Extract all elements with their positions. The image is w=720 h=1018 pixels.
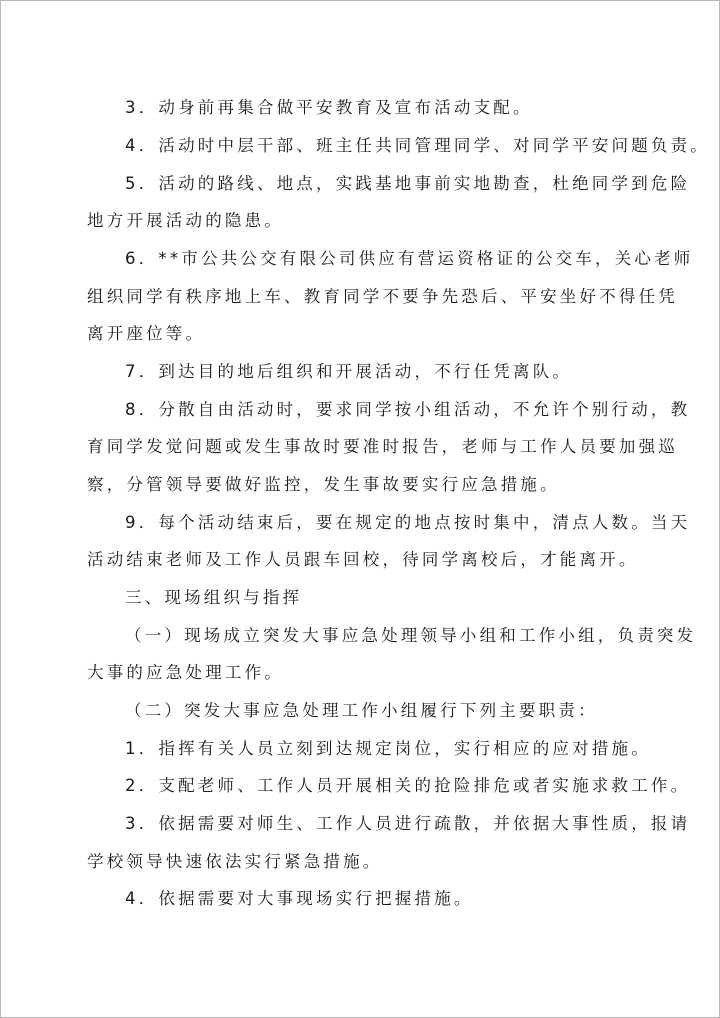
text-line: 学校领导快速依法实行紧急措施。 xyxy=(87,852,383,871)
text-line: 8．分散自由活动时，要求同学按小组活动，不允许个别行动，教 xyxy=(125,400,691,419)
text-line: （一）现场成立突发大事应急处理领导小组和工作小组，负责突发 xyxy=(125,626,697,645)
text-line: 3．动身前再集合做平安教育及宣布活动支配。 xyxy=(125,98,533,117)
text-line: 育同学发觉问题或发生事故时要准时报告，老师与工作人员要加强巡 xyxy=(87,437,678,456)
text-line: 6．**市公共公交有限公司供应有营运资格证的公交车，关心老师 xyxy=(125,249,694,268)
text-line: 7．到达目的地后组织和开展活动，不行任凭离队。 xyxy=(125,362,573,381)
text-line: 4．活动时中层干部、班主任共同管理同学、对同学平安问题负责。 xyxy=(125,136,710,155)
text-line: 1．指挥有关人员立刻到达规定岗位，实行相应的应对措施。 xyxy=(125,739,651,758)
text-line: 活动结束老师及工作人员跟车回校，待同学离校后，才能离开。 xyxy=(87,550,639,569)
text-line: （二）突发大事应急处理工作小组履行下列主要职责： xyxy=(125,701,598,720)
text-line: 大事的应急处理工作。 xyxy=(87,663,284,682)
text-line: 察，分管领导要做好监控，发生事故要实行应急措施。 xyxy=(87,475,560,494)
text-line: 5．活动的路线、地点，实践基地事前实地勘查，杜绝同学到危险 xyxy=(125,174,691,193)
text-line: 3．依据需要对师生、工作人员进行疏散，并依据大事性质，报请 xyxy=(125,814,691,833)
text-line: 2．支配老师、工作人员开展相关的抢险排危或者实施求救工作。 xyxy=(125,776,691,795)
text-line: 4．依据需要对大事现场实行把握措施。 xyxy=(125,889,474,908)
text-line: 组织同学有秩序地上车、教育同学不要争先恐后、平安坐好不得任凭 xyxy=(87,287,678,306)
section-heading: 三、现场组织与指挥 xyxy=(125,588,303,607)
text-line: 离开座位等。 xyxy=(87,324,206,343)
text-line: 9．每个活动结束后，要在规定的地点按时集中，清点人数。当天 xyxy=(125,513,691,532)
text-line: 地方开展活动的隐患。 xyxy=(87,211,284,230)
